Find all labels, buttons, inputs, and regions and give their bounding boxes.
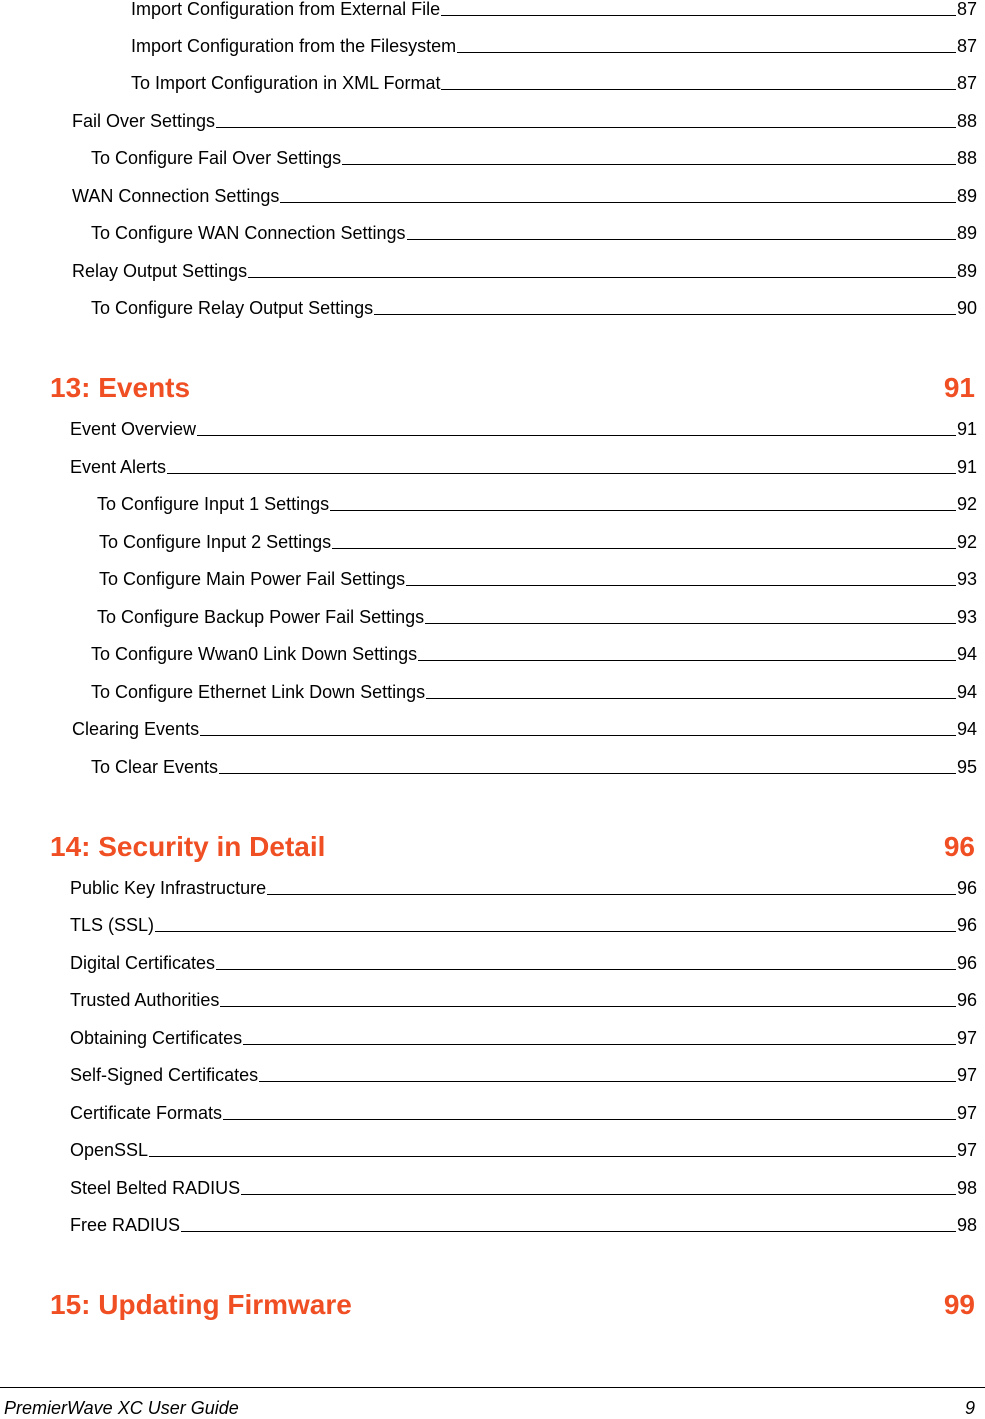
toc-entry-label: Obtaining Certificates bbox=[70, 1028, 243, 1048]
toc-entry-page: 89 bbox=[956, 223, 977, 243]
toc-entry[interactable] bbox=[70, 453, 977, 477]
dot-leader bbox=[374, 314, 956, 315]
toc-entry-label: Public Key Infrastructure bbox=[70, 878, 267, 898]
toc-entry[interactable] bbox=[70, 874, 977, 898]
toc-entry-label: Event Alerts bbox=[70, 457, 167, 477]
dot-leader bbox=[241, 1194, 956, 1195]
toc-entry[interactable] bbox=[91, 640, 977, 664]
toc-entry-label: Digital Certificates bbox=[70, 953, 216, 973]
toc-entry-label: Trusted Authorities bbox=[70, 990, 220, 1010]
toc-entry-page: 89 bbox=[956, 186, 977, 206]
toc-entry-label: Free RADIUS bbox=[70, 1215, 181, 1235]
toc-entry-label: Clearing Events bbox=[72, 719, 200, 739]
toc-entry-label: Import Configuration from External File bbox=[131, 0, 441, 19]
toc-entry-label: Steel Belted RADIUS bbox=[70, 1178, 241, 1198]
toc-entry-label: Fail Over Settings bbox=[72, 111, 216, 131]
toc-entry-label: Self-Signed Certificates bbox=[70, 1065, 259, 1085]
chapter-page: 99 bbox=[943, 1289, 975, 1320]
toc-entry[interactable] bbox=[91, 144, 977, 168]
dot-leader bbox=[407, 239, 956, 240]
toc-entry-label: To Configure Input 2 Settings bbox=[99, 532, 332, 552]
toc-entry-page: 91 bbox=[956, 419, 977, 439]
toc-entry-label: Event Overview bbox=[70, 419, 197, 439]
toc-entry[interactable] bbox=[70, 1024, 977, 1048]
dot-leader bbox=[426, 698, 956, 699]
toc-entry-label: To Configure Ethernet Link Down Settings bbox=[91, 682, 426, 702]
toc-entry[interactable] bbox=[131, 32, 977, 56]
toc-entry-label: To Configure WAN Connection Settings bbox=[91, 223, 406, 243]
dot-leader bbox=[223, 1119, 956, 1120]
toc-entry-page: 87 bbox=[956, 73, 977, 93]
toc-entry[interactable] bbox=[72, 182, 977, 206]
toc-entry[interactable] bbox=[70, 949, 977, 973]
toc-entry-page: 94 bbox=[956, 644, 977, 664]
dot-leader bbox=[406, 585, 956, 586]
dot-leader bbox=[425, 623, 956, 624]
chapter-heading[interactable] bbox=[50, 827, 975, 863]
dot-leader bbox=[220, 1006, 956, 1007]
dot-leader bbox=[216, 969, 956, 970]
toc-entry-page: 96 bbox=[956, 915, 977, 935]
toc-entry[interactable] bbox=[131, 0, 977, 19]
toc-entry[interactable] bbox=[72, 107, 977, 131]
chapter-title: 14: Security in Detail bbox=[50, 831, 326, 862]
toc-entry-page: 96 bbox=[956, 990, 977, 1010]
dot-leader bbox=[197, 435, 956, 436]
dot-leader bbox=[457, 52, 956, 53]
dot-leader bbox=[167, 473, 956, 474]
footer-document-title: PremierWave XC User Guide bbox=[4, 1398, 239, 1418]
toc-entry[interactable] bbox=[72, 715, 977, 739]
toc-entry-label: To Clear Events bbox=[91, 757, 219, 777]
toc-entry-page: 98 bbox=[956, 1178, 977, 1198]
footer-page-number: 9 bbox=[964, 1398, 975, 1418]
toc-entry-page: 96 bbox=[956, 878, 977, 898]
toc-entry-label: Certificate Formats bbox=[70, 1103, 223, 1123]
toc-entry-label: To Configure Main Power Fail Settings bbox=[99, 569, 406, 589]
toc-entry-label: Import Configuration from the Filesystem bbox=[131, 36, 457, 56]
dot-leader bbox=[342, 164, 956, 165]
toc-entry-label: WAN Connection Settings bbox=[72, 186, 280, 206]
toc-entry-page: 87 bbox=[956, 0, 977, 19]
chapter-title: 13: Events bbox=[50, 372, 191, 403]
dot-leader bbox=[155, 931, 956, 932]
dot-leader bbox=[441, 89, 956, 90]
toc-entry[interactable] bbox=[70, 1099, 977, 1123]
dot-leader bbox=[418, 660, 956, 661]
dot-leader bbox=[280, 202, 956, 203]
chapter-title: 15: Updating Firmware bbox=[50, 1289, 352, 1320]
dot-leader bbox=[259, 1081, 956, 1082]
toc-entry-page: 96 bbox=[956, 953, 977, 973]
toc-entry-page: 88 bbox=[956, 148, 977, 168]
chapter-page: 96 bbox=[943, 831, 975, 862]
dot-leader bbox=[200, 735, 956, 736]
toc-entry[interactable] bbox=[70, 1174, 977, 1198]
footer-divider bbox=[0, 1387, 985, 1388]
toc-entry-page: 94 bbox=[956, 682, 977, 702]
toc-entry[interactable] bbox=[97, 490, 977, 514]
toc-entry-page: 87 bbox=[956, 36, 977, 56]
toc-entry-label: To Configure Input 1 Settings bbox=[97, 494, 330, 514]
dot-leader bbox=[181, 1231, 956, 1232]
toc-entry-label: To Configure Backup Power Fail Settings bbox=[97, 607, 425, 627]
toc-entry-page: 92 bbox=[956, 532, 977, 552]
toc-entry[interactable] bbox=[91, 678, 977, 702]
toc-entry-page: 97 bbox=[956, 1028, 977, 1048]
toc-entry[interactable] bbox=[70, 911, 977, 935]
toc-entry-page: 88 bbox=[956, 111, 977, 131]
toc-entry[interactable] bbox=[99, 528, 977, 552]
dot-leader bbox=[267, 894, 956, 895]
toc-entry-page: 97 bbox=[956, 1103, 977, 1123]
toc-entry-page: 90 bbox=[956, 298, 977, 318]
toc-entry-page: 91 bbox=[956, 457, 977, 477]
dot-leader bbox=[330, 510, 956, 511]
chapter-heading[interactable] bbox=[50, 1285, 975, 1321]
toc-entry[interactable] bbox=[70, 415, 977, 439]
toc-entry[interactable] bbox=[91, 219, 977, 243]
toc-entry-label: TLS (SSL) bbox=[70, 915, 155, 935]
toc-entry[interactable] bbox=[72, 257, 977, 281]
toc-entry-label: To Configure Fail Over Settings bbox=[91, 148, 342, 168]
toc-entry[interactable] bbox=[131, 69, 977, 93]
toc-entry[interactable] bbox=[70, 1211, 977, 1235]
toc-entry-page: 92 bbox=[956, 494, 977, 514]
toc-entry-label: To Import Configuration in XML Format bbox=[131, 73, 441, 93]
toc-entry[interactable] bbox=[91, 753, 977, 777]
dot-leader bbox=[149, 1156, 956, 1157]
toc-entry-label: To Configure Relay Output Settings bbox=[91, 298, 374, 318]
toc-entry[interactable] bbox=[97, 603, 977, 627]
dot-leader bbox=[332, 548, 956, 549]
toc-entry-page: 94 bbox=[956, 719, 977, 739]
toc-entry-label: OpenSSL bbox=[70, 1140, 149, 1160]
chapter-page: 91 bbox=[943, 372, 975, 403]
dot-leader bbox=[219, 773, 956, 774]
toc-entry-page: 97 bbox=[956, 1140, 977, 1160]
dot-leader bbox=[243, 1044, 956, 1045]
toc-entry[interactable] bbox=[99, 565, 977, 589]
chapter-heading[interactable] bbox=[50, 368, 975, 404]
dot-leader bbox=[216, 127, 956, 128]
toc-entry[interactable] bbox=[91, 294, 977, 318]
toc-entry-label: To Configure Wwan0 Link Down Settings bbox=[91, 644, 418, 664]
toc-entry-page: 97 bbox=[956, 1065, 977, 1085]
toc-entry-page: 95 bbox=[956, 757, 977, 777]
toc-entry-page: 98 bbox=[956, 1215, 977, 1235]
toc-entry[interactable] bbox=[70, 986, 977, 1010]
toc-entry-page: 93 bbox=[956, 607, 977, 627]
toc-entry-page: 93 bbox=[956, 569, 977, 589]
toc-entry-page: 89 bbox=[956, 261, 977, 281]
toc-entry-label: Relay Output Settings bbox=[72, 261, 248, 281]
toc-entry[interactable] bbox=[70, 1061, 977, 1085]
dot-leader bbox=[441, 15, 956, 16]
toc-entry[interactable] bbox=[70, 1136, 977, 1160]
dot-leader bbox=[248, 277, 956, 278]
